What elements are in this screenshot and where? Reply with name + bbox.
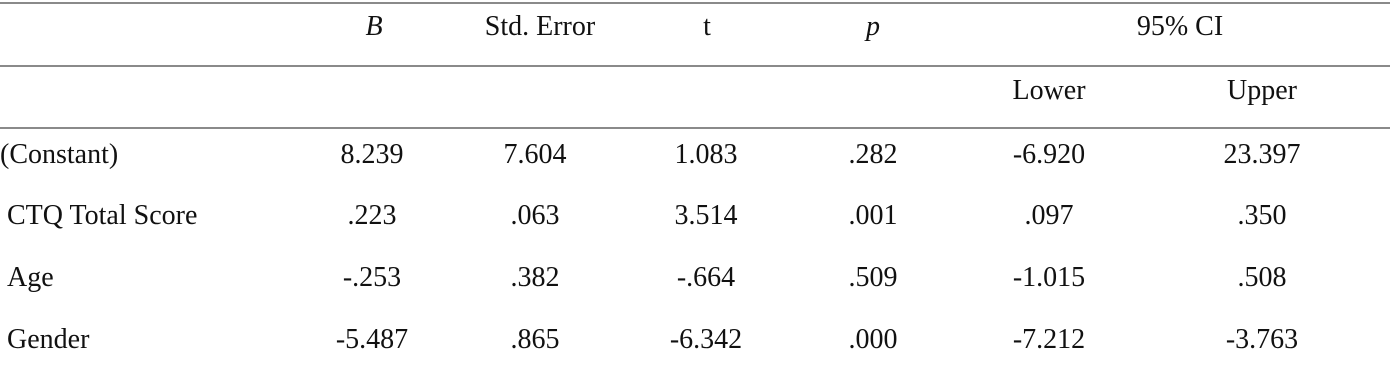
cell-p: .000 bbox=[848, 324, 898, 355]
row-label: Gender bbox=[7, 324, 90, 355]
header-95-ci: 95% CI bbox=[1136, 11, 1224, 42]
cell-se: .063 bbox=[510, 200, 560, 231]
row-label: CTQ Total Score bbox=[7, 200, 198, 231]
cell-t: 3.514 bbox=[674, 200, 738, 231]
cell-upper: .508 bbox=[1237, 262, 1287, 293]
header-t: t bbox=[703, 11, 711, 42]
cell-b: 8.239 bbox=[340, 139, 404, 170]
cell-upper: -3.763 bbox=[1225, 324, 1299, 355]
header-lower: Lower bbox=[1012, 75, 1086, 106]
cell-b: .223 bbox=[347, 200, 397, 231]
row-label: (Constant) bbox=[0, 139, 119, 170]
cell-b: -5.487 bbox=[335, 324, 409, 355]
header-std-error: Std. Error bbox=[484, 11, 596, 42]
header-upper: Upper bbox=[1227, 75, 1297, 106]
subheader-rule bbox=[0, 127, 1390, 129]
cell-t: -6.342 bbox=[669, 324, 743, 355]
cell-lower: -6.920 bbox=[1012, 139, 1086, 170]
cell-lower: -1.015 bbox=[1012, 262, 1086, 293]
cell-t: -.664 bbox=[676, 262, 736, 293]
cell-t: 1.083 bbox=[674, 139, 738, 170]
cell-se: .865 bbox=[510, 324, 560, 355]
cell-lower: -7.212 bbox=[1012, 324, 1086, 355]
header-b: B bbox=[365, 11, 383, 42]
cell-se: .382 bbox=[510, 262, 560, 293]
cell-lower: .097 bbox=[1024, 200, 1074, 231]
header-rule bbox=[0, 65, 1390, 67]
cell-p: .001 bbox=[848, 200, 898, 231]
cell-b: -.253 bbox=[342, 262, 402, 293]
cell-upper: .350 bbox=[1237, 200, 1287, 231]
cell-p: .509 bbox=[848, 262, 898, 293]
cell-se: 7.604 bbox=[503, 139, 567, 170]
cell-p: .282 bbox=[848, 139, 898, 170]
row-label: Age bbox=[7, 262, 54, 293]
cell-upper: 23.397 bbox=[1223, 139, 1301, 170]
header-p: p bbox=[866, 11, 880, 42]
table-top-rule bbox=[0, 2, 1390, 4]
